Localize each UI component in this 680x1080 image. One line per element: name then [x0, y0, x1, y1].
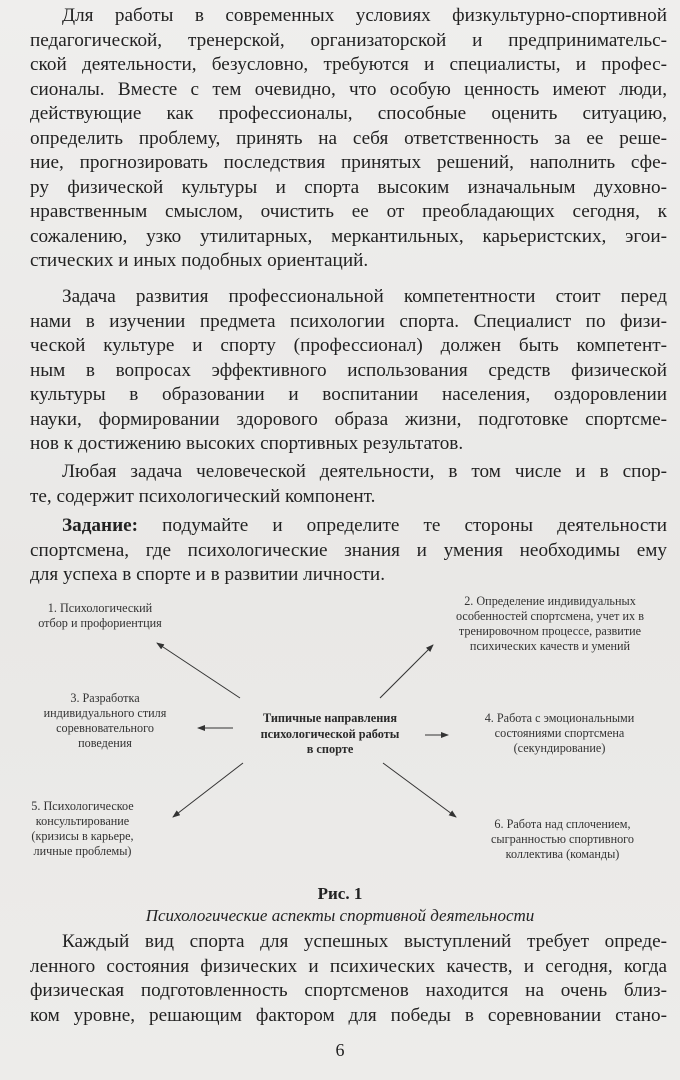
node-line: (кризисы в карьере,	[31, 829, 134, 843]
center-line: Типичные направления	[262, 711, 398, 725]
node-line: 5. Психологическое	[31, 799, 134, 813]
node-line: психических качеств и умений	[469, 639, 631, 653]
node-line: (секундирование)	[513, 741, 606, 755]
text-line: Любая задача человеческой деятельности, в том числе и в спор-	[62, 461, 667, 482]
text-line: определить проблему, принять на себя ответственность за ее реше-	[30, 127, 667, 149]
node-line: личные проблемы)	[33, 844, 132, 858]
arrow-to-node-1	[157, 643, 240, 698]
text-line: Для работы в современных условиях физкультурно-спортивной	[62, 5, 667, 26]
node-line: сыгранностью спортивного	[491, 832, 634, 846]
text-line: сионалы. Вместе с тем очевидно, что особую ценность имеют люди,	[30, 78, 667, 100]
node-line: поведения	[78, 736, 132, 750]
center-line: в спорте	[306, 742, 354, 756]
text-line: ным в вопросах эффективного использования средств физической	[30, 359, 667, 381]
assignment-paragraph	[30, 514, 667, 588]
text-line: ние, прогнозировать последствия принятых решений, наполнить сфе-	[30, 152, 667, 173]
node-line: индивидуального стиля	[43, 706, 167, 720]
node-line: особенностей спортсмена, учет их в	[456, 609, 644, 623]
text-line: стических и иных подобных ориентаций.	[30, 250, 369, 271]
node-line: 4. Работа с эмоциональными	[484, 711, 635, 725]
node-line: 1. Психологический	[47, 601, 153, 615]
text-line: ленного состояния физических и психических качеств, и сегодня, когда	[30, 955, 667, 977]
text-line: спортсмена, где психологические знания и умения необходимы ему	[30, 539, 667, 561]
text-line: нами в изучении предмета психологии спорта. Специалист по физи-	[30, 310, 667, 332]
final-paragraph	[30, 930, 667, 1028]
diagram-node-1	[15, 601, 185, 631]
text-line: педагогической, тренерской, организаторской и предпринимательс-	[30, 29, 667, 51]
node-line: состояниями спортсмена	[494, 726, 625, 740]
text-line: Каждый вид спорта для успешных выступлений требует опреде-	[62, 931, 667, 952]
node-line: тренировочном процессе, развитие	[458, 624, 642, 638]
text-line: ком уровне, решающим фактором для победы в соревновании стано-	[30, 1004, 667, 1026]
arrow-to-node-5	[173, 763, 243, 817]
text-line: для успеха в спорте и в развитии личности.	[30, 564, 385, 585]
text-line: ской деятельности, безусловно, требуются и специалисты, и профес-	[30, 54, 667, 75]
node-line: 6. Работа над сплочением,	[494, 817, 631, 831]
page-number: 6	[335, 1040, 345, 1060]
psychology-diagram	[0, 585, 680, 875]
diagram-center-node	[230, 711, 430, 758]
node-line: коллектива (команды)	[505, 847, 620, 861]
node-line: отбор и профориентция	[38, 616, 162, 630]
assignment-first-line	[30, 514, 667, 539]
node-line: 3. Разработка	[70, 691, 140, 705]
text-line: науки, формировании здорового образа жизни, подготовке спортсме-	[30, 408, 667, 430]
assignment-label: Задание:	[62, 515, 139, 536]
figure-title: Рис. 1	[317, 884, 363, 903]
text-line: сожалению, узко утилитарных, меркантильных, карьеристских, эгои-	[30, 225, 667, 247]
arrow-to-node-6	[383, 763, 456, 817]
text-line: Задача развития профессиональной компетентности стоит перед	[62, 286, 667, 307]
competence-paragraph	[30, 285, 667, 457]
text-line: ческой культуре и спорту (профессионал) должен быть компетент-	[30, 335, 667, 356]
text-line: физическая подготовленность спортсменов находится на очень близ-	[30, 980, 667, 1001]
diagram-node-3	[10, 691, 200, 751]
intro-paragraph	[30, 4, 667, 274]
text-line: те, содержит психологический компонент.	[30, 485, 376, 507]
text-line: культуры в образовании и воспитании населения, оздоровлении	[30, 384, 667, 405]
node-line: консультирование	[35, 814, 130, 828]
text-line: нов к достижению высоких спортивных результатов.	[30, 433, 464, 454]
diagram-node-4	[452, 711, 667, 756]
text-line: ру физической культуры и спорта высоким изначальным духовно-	[30, 176, 667, 198]
diagram-node-6	[455, 817, 670, 862]
assignment-first-line-rest: подумайте и определите те стороны деятельности	[138, 515, 667, 536]
text-line: действующие как профессионалы, способные оценить ситуацию,	[30, 103, 667, 124]
node-line: соревновательного	[56, 721, 154, 735]
diagram-node-2	[420, 594, 680, 654]
figure-caption: Психологические аспекты спортивной деятельности	[145, 906, 535, 925]
text-line: нравственным смыслом, очистить ее от преобладающих сегодня, к	[30, 201, 667, 222]
task-paragraph	[30, 460, 667, 509]
diagram-node-5	[0, 799, 165, 859]
node-line: 2. Определение индивидуальных	[464, 594, 636, 608]
center-line: психологической работы	[260, 726, 400, 741]
